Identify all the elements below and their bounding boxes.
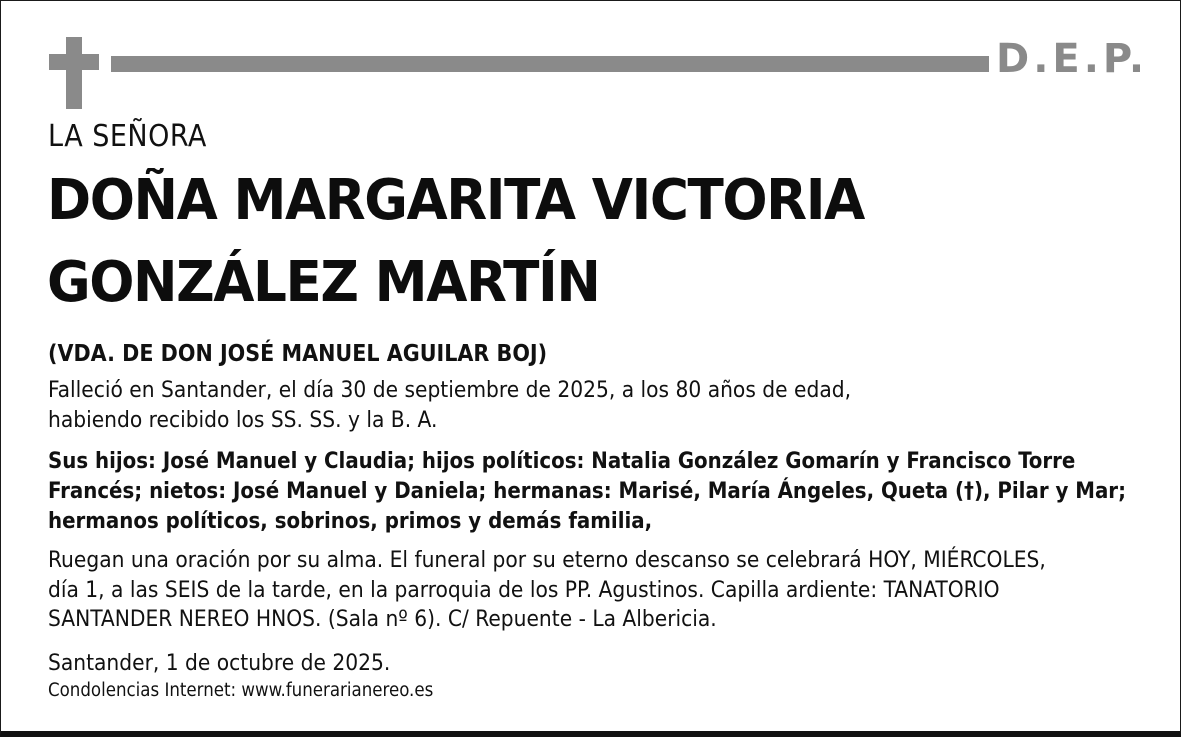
funeral-details bbox=[48, 546, 1046, 635]
header-rule bbox=[111, 56, 989, 72]
cross-icon bbox=[49, 37, 99, 109]
funeral-line: día 1, a las SEIS de la tarde, en la parroquia de los PP. Agustinos. Capilla ardiente: TANATORIO bbox=[48, 576, 1000, 603]
family-line: Francés; nietos: José Manuel y Daniela; hermanas: Marisé, María Ángeles, Queta (†), Pilar y Mar; bbox=[48, 479, 1126, 504]
honorific: LA SEÑORA bbox=[48, 119, 207, 154]
widow-note: (VDA. DE DON JOSÉ MANUEL AGUILAR BOJ) bbox=[48, 341, 548, 367]
family-line: hermanos políticos, sobrinos, primos y demás familia, bbox=[48, 509, 653, 534]
funeral-line: Ruegan una oración por su alma. El funeral por su eterno descanso se celebrará HOY, MIÉRCOLES, bbox=[48, 547, 1046, 573]
family-list bbox=[48, 447, 1126, 537]
dep-label: D.E.P. bbox=[996, 36, 1149, 82]
deceased-name-line2: GONZÁLEZ MARTÍN bbox=[47, 250, 600, 315]
funeral-line: SANTANDER NEREO HNOS. (Sala nº 6). C/ Repuente - La Albericia. bbox=[48, 606, 717, 632]
family-line: Sus hijos: José Manuel y Claudia; hijos políticos: Natalia González Gomarín y Francisco Torre bbox=[48, 449, 1076, 474]
death-notice-line: habiendo recibido los SS. SS. y la B. A. bbox=[48, 406, 438, 433]
death-notice-line: Falleció en Santander, el día 30 de septiembre de 2025, a los 80 años de edad, bbox=[48, 377, 852, 403]
place-date: Santander, 1 de octubre de 2025. bbox=[48, 650, 391, 676]
condolences-link[interactable]: Condolencias Internet: www.funerarianereo.es bbox=[48, 680, 434, 701]
death-notice bbox=[48, 376, 851, 435]
deceased-name-line1: DOÑA MARGARITA VICTORIA bbox=[47, 168, 864, 233]
